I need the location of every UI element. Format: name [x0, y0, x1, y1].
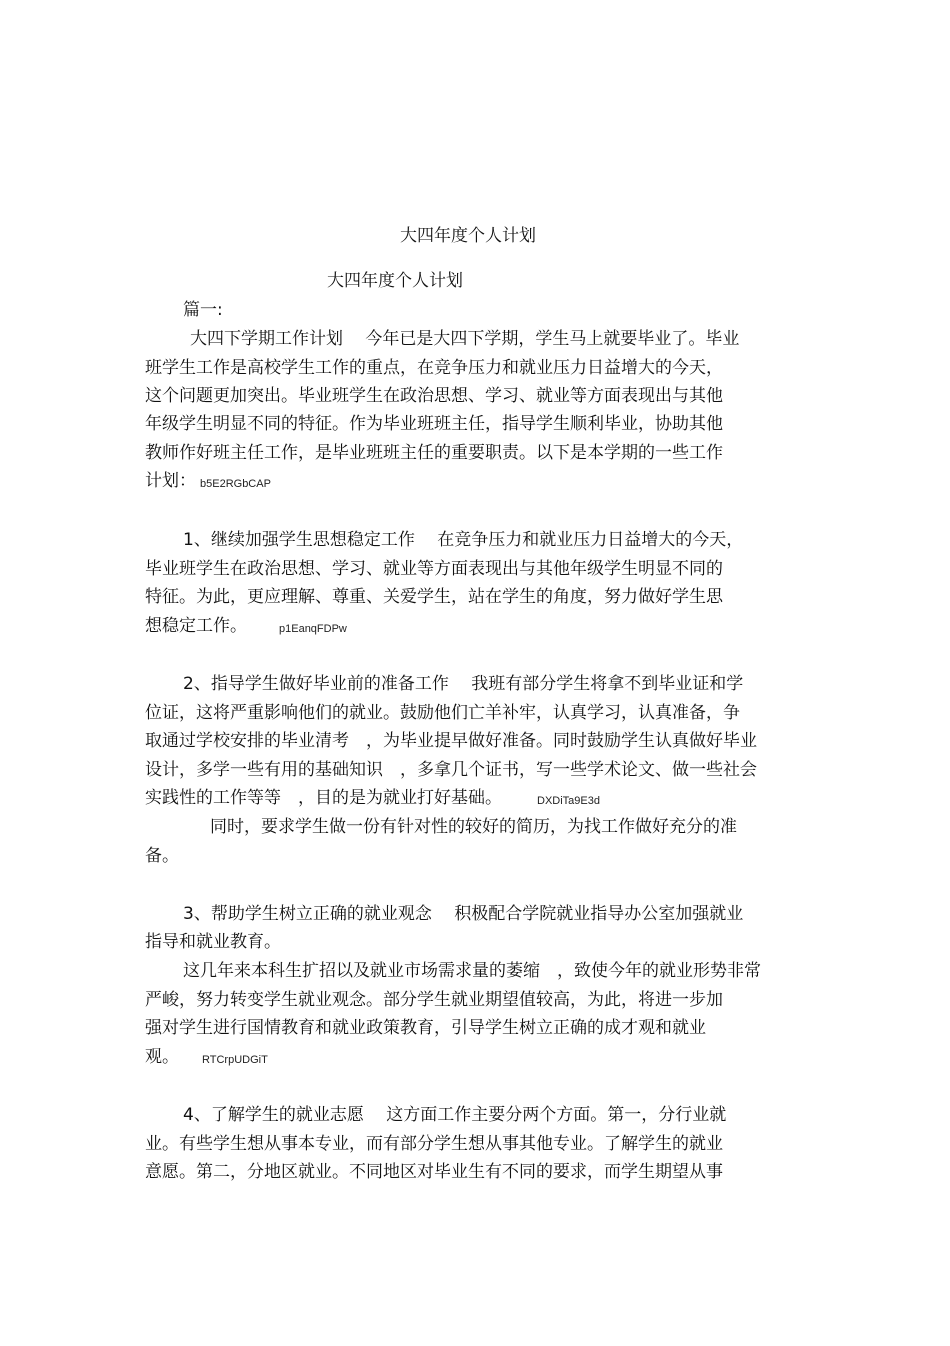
doc-code: p1EanqFDPw: [279, 623, 347, 635]
intro-line: 教师作好班主任工作，是毕业班班主任的重要职责。以下是本学期的一些工作: [145, 443, 723, 463]
intro-line: 大四下学期工作计划 今年已是大四下学期，学生马上就要毕业了。毕业: [190, 329, 740, 349]
intro-line: 计划：: [145, 471, 196, 491]
section2-extra-line: 备。: [145, 846, 179, 866]
section3-para2-line: 强对学生进行国情教育和就业政策教育，引导学生树立正确的成才观和就业: [145, 1018, 706, 1038]
section1-line: 特征。为此，更应理解、尊重、关爱学生，站在学生的角度，努力做好学生思: [145, 587, 723, 607]
section1-line: 想稳定工作。: [145, 616, 247, 636]
section2-line: 2、指导学生做好毕业前的准备工作 我班有部分学生将拿不到毕业证和学: [183, 674, 744, 694]
section2-line: 实践性的工作等等 ，目的是为就业打好基础。: [145, 788, 502, 808]
section2-line: 设计，多学一些有用的基础知识 ，多拿几个证书，写一些学术论文、做一些社会: [145, 760, 757, 780]
section4-line: 业。有些学生想从事本专业，而有部分学生想从事其他专业。了解学生的就业: [145, 1134, 723, 1154]
section3-para2-line: 这几年来本科生扩招以及就业市场需求量的萎缩 ，致使今年的就业形势非常: [183, 961, 761, 981]
doc-code: RTCrpUDGiT: [202, 1054, 268, 1066]
section2-extra-line: 同时，要求学生做一份有针对性的较好的简历，为找工作做好充分的准: [210, 817, 737, 837]
section3-line: 3、帮助学生树立正确的就业观念 积极配合学院就业指导办公室加强就业: [183, 904, 744, 924]
intro-line: 这个问题更加突出。毕业班学生在政治思想、学习、就业等方面表现出与其他: [145, 386, 723, 406]
section3-para2-line: 观。: [145, 1047, 179, 1067]
document-title: 大四年度个人计划: [400, 226, 536, 246]
intro-line: 班学生工作是高校学生工作的重点，在竞争压力和就业压力日益增大的今天，: [145, 358, 723, 378]
section3-line: 指导和就业教育。: [145, 932, 281, 952]
section2-line: 位证，这将严重影响他们的就业。鼓励他们亡羊补牢，认真学习，认真准备，争: [145, 703, 740, 723]
doc-code: DXDiTa9E3d: [537, 795, 600, 807]
section2-line: 取通过学校安排的毕业清考 ，为毕业提早做好准备。同时鼓励学生认真做好毕业: [145, 731, 757, 751]
section1-line: 1、继续加强学生思想稳定工作 在竞争压力和就业压力日益增大的今天，: [183, 530, 744, 550]
section4-line: 意愿。第二，分地区就业。不同地区对毕业生有不同的要求，而学生期望从事: [145, 1162, 723, 1182]
doc-code: b5E2RGbCAP: [200, 478, 271, 490]
section3-para2-line: 严峻，努力转变学生就业观念。部分学生就业期望值较高，为此，将进一步加: [145, 990, 723, 1010]
document-subtitle: 大四年度个人计划: [327, 271, 463, 291]
section1-line: 毕业班学生在政治思想、学习、就业等方面表现出与其他年级学生明显不同的: [145, 559, 723, 579]
part-label: 篇一:: [183, 300, 223, 320]
intro-line: 年级学生明显不同的特征。作为毕业班班主任，指导学生顺利毕业，协助其他: [145, 414, 723, 434]
section4-line: 4、了解学生的就业志愿 这方面工作主要分两个方面。第一，分行业就: [183, 1105, 727, 1125]
